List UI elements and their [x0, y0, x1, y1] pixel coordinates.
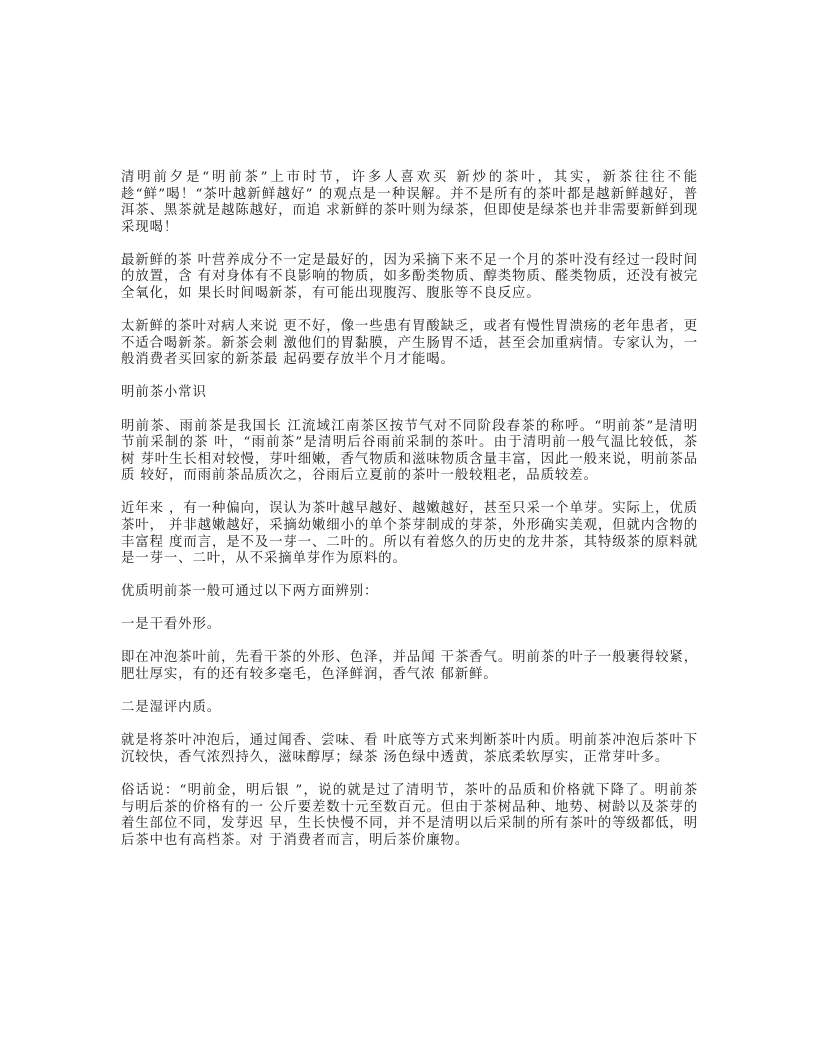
paragraph-nutrition: 最新鲜的茶 叶营养成分不一定是最好的，因为采摘下来不足一个月的茶叶没有经过一段时间的放置，含 有对身体有不良影响的物质，如多酚类物质、醇类物质、醛类物质，还没有被完全氧化，如 果长时间喝新茶，有可能出现腹泻、腹胀等不良反应。	[121, 252, 698, 302]
paragraph-patients: 太新鲜的茶叶对病人来说 更不好，像一些患有胃酸缺乏，或者有慢性胃溃疡的老年患者，更不适合喝新茶。新茶会刺 激他们的胃黏膜，产生肠胃不适，甚至会加重病情。专家认为，一般消费者买回家的新茶最 起码要存放半个月才能喝。	[121, 319, 698, 368]
paragraph-method-one: 即在冲泡茶叶前，先看干茶的外形、色泽，并品闻 干茶香气。明前茶的叶子一般裹得较紧，肥壮厚实，有的还有较多毫毛，色泽鲜润，香气浓 郁新鲜。	[121, 650, 698, 683]
paragraph-mingqian-yuqian: 明前茶、雨前茶是我国长 江流域江南茶区按节气对不同阶段春茶的称呼。“明前茶”是清明节前采制的茶 叶，“雨前茶”是清明后谷雨前采制的茶叶。由于清明前一般气温比较低，茶树 芽叶生长相对较慢，芽叶细嫩，香气物质和滋味物质含量丰富，因此一般来说，明前茶品质 较好，而雨前茶品质次之，谷雨后立夏前的茶叶一般较粗老，品质较差。	[121, 418, 698, 484]
paragraph-bias: 近年来 ，有一种偏向，误认为茶叶越早越好、越嫩越好，甚至只采一个单芽。实际上，优质茶叶， 并非越嫩越好，采摘幼嫩细小的单个茶芽制成的芽茶，外形确实美观，但就内含物的丰富程 度而言，是不及一芽一、二叶的。所以有着悠久的历史的龙井茶，其特级茶的原料就是一芽一、二叶，从不采摘单芽作为原料的。	[121, 501, 698, 567]
paragraph-proverb-price: 俗话说：“明前金，明后银 ”，说的就是过了清明节，茶叶的品质和价格就下降了。明前茶与明后茶的价格有的一 公斤要差数十元至数百元。但由于茶树品种、地势、树龄以及茶芽的着生部位不同，发芽迟 早，生长快慢不同，并不是清明以后采制的所有茶叶的等级都低，明后茶中也有高档茶。对 于消费者而言，明后茶价廉物。	[121, 782, 698, 848]
paragraph-method-two: 就是将茶叶冲泡后，通过闻香、尝味、看 叶底等方式来判断茶叶内质。明前茶冲泡后茶叶下沉较快，香气浓烈持久，滋味醇厚；绿茶 汤色绿中透黄，茶底柔软厚实，正常芽叶多。	[121, 733, 698, 765]
document-page	[121, 170, 698, 866]
paragraph-new-tea-misconception: 清明前夕是“明前茶”上市时节，许多人喜欢买 新炒的茶叶，其实，新茶往往不能趁“鲜”喝！“茶叶越新鲜越好” 的观点是一种误解。并不是所有的茶叶都是越新鲜越好，普洱茶、黑茶就是越陈越好，而追 求新鲜的茶叶则为绿茶，但即使是绿茶也并非需要新鲜到现采现喝！	[121, 170, 698, 235]
paragraph-identify-intro: 优质明前茶一般可通过以下两方面辨别：	[121, 584, 379, 600]
paragraph-method-two-title: 二是湿评内质。	[121, 700, 222, 716]
paragraph-method-one-title: 一是干看外形。	[121, 617, 222, 633]
section-heading: 明前茶小常识	[121, 385, 207, 401]
